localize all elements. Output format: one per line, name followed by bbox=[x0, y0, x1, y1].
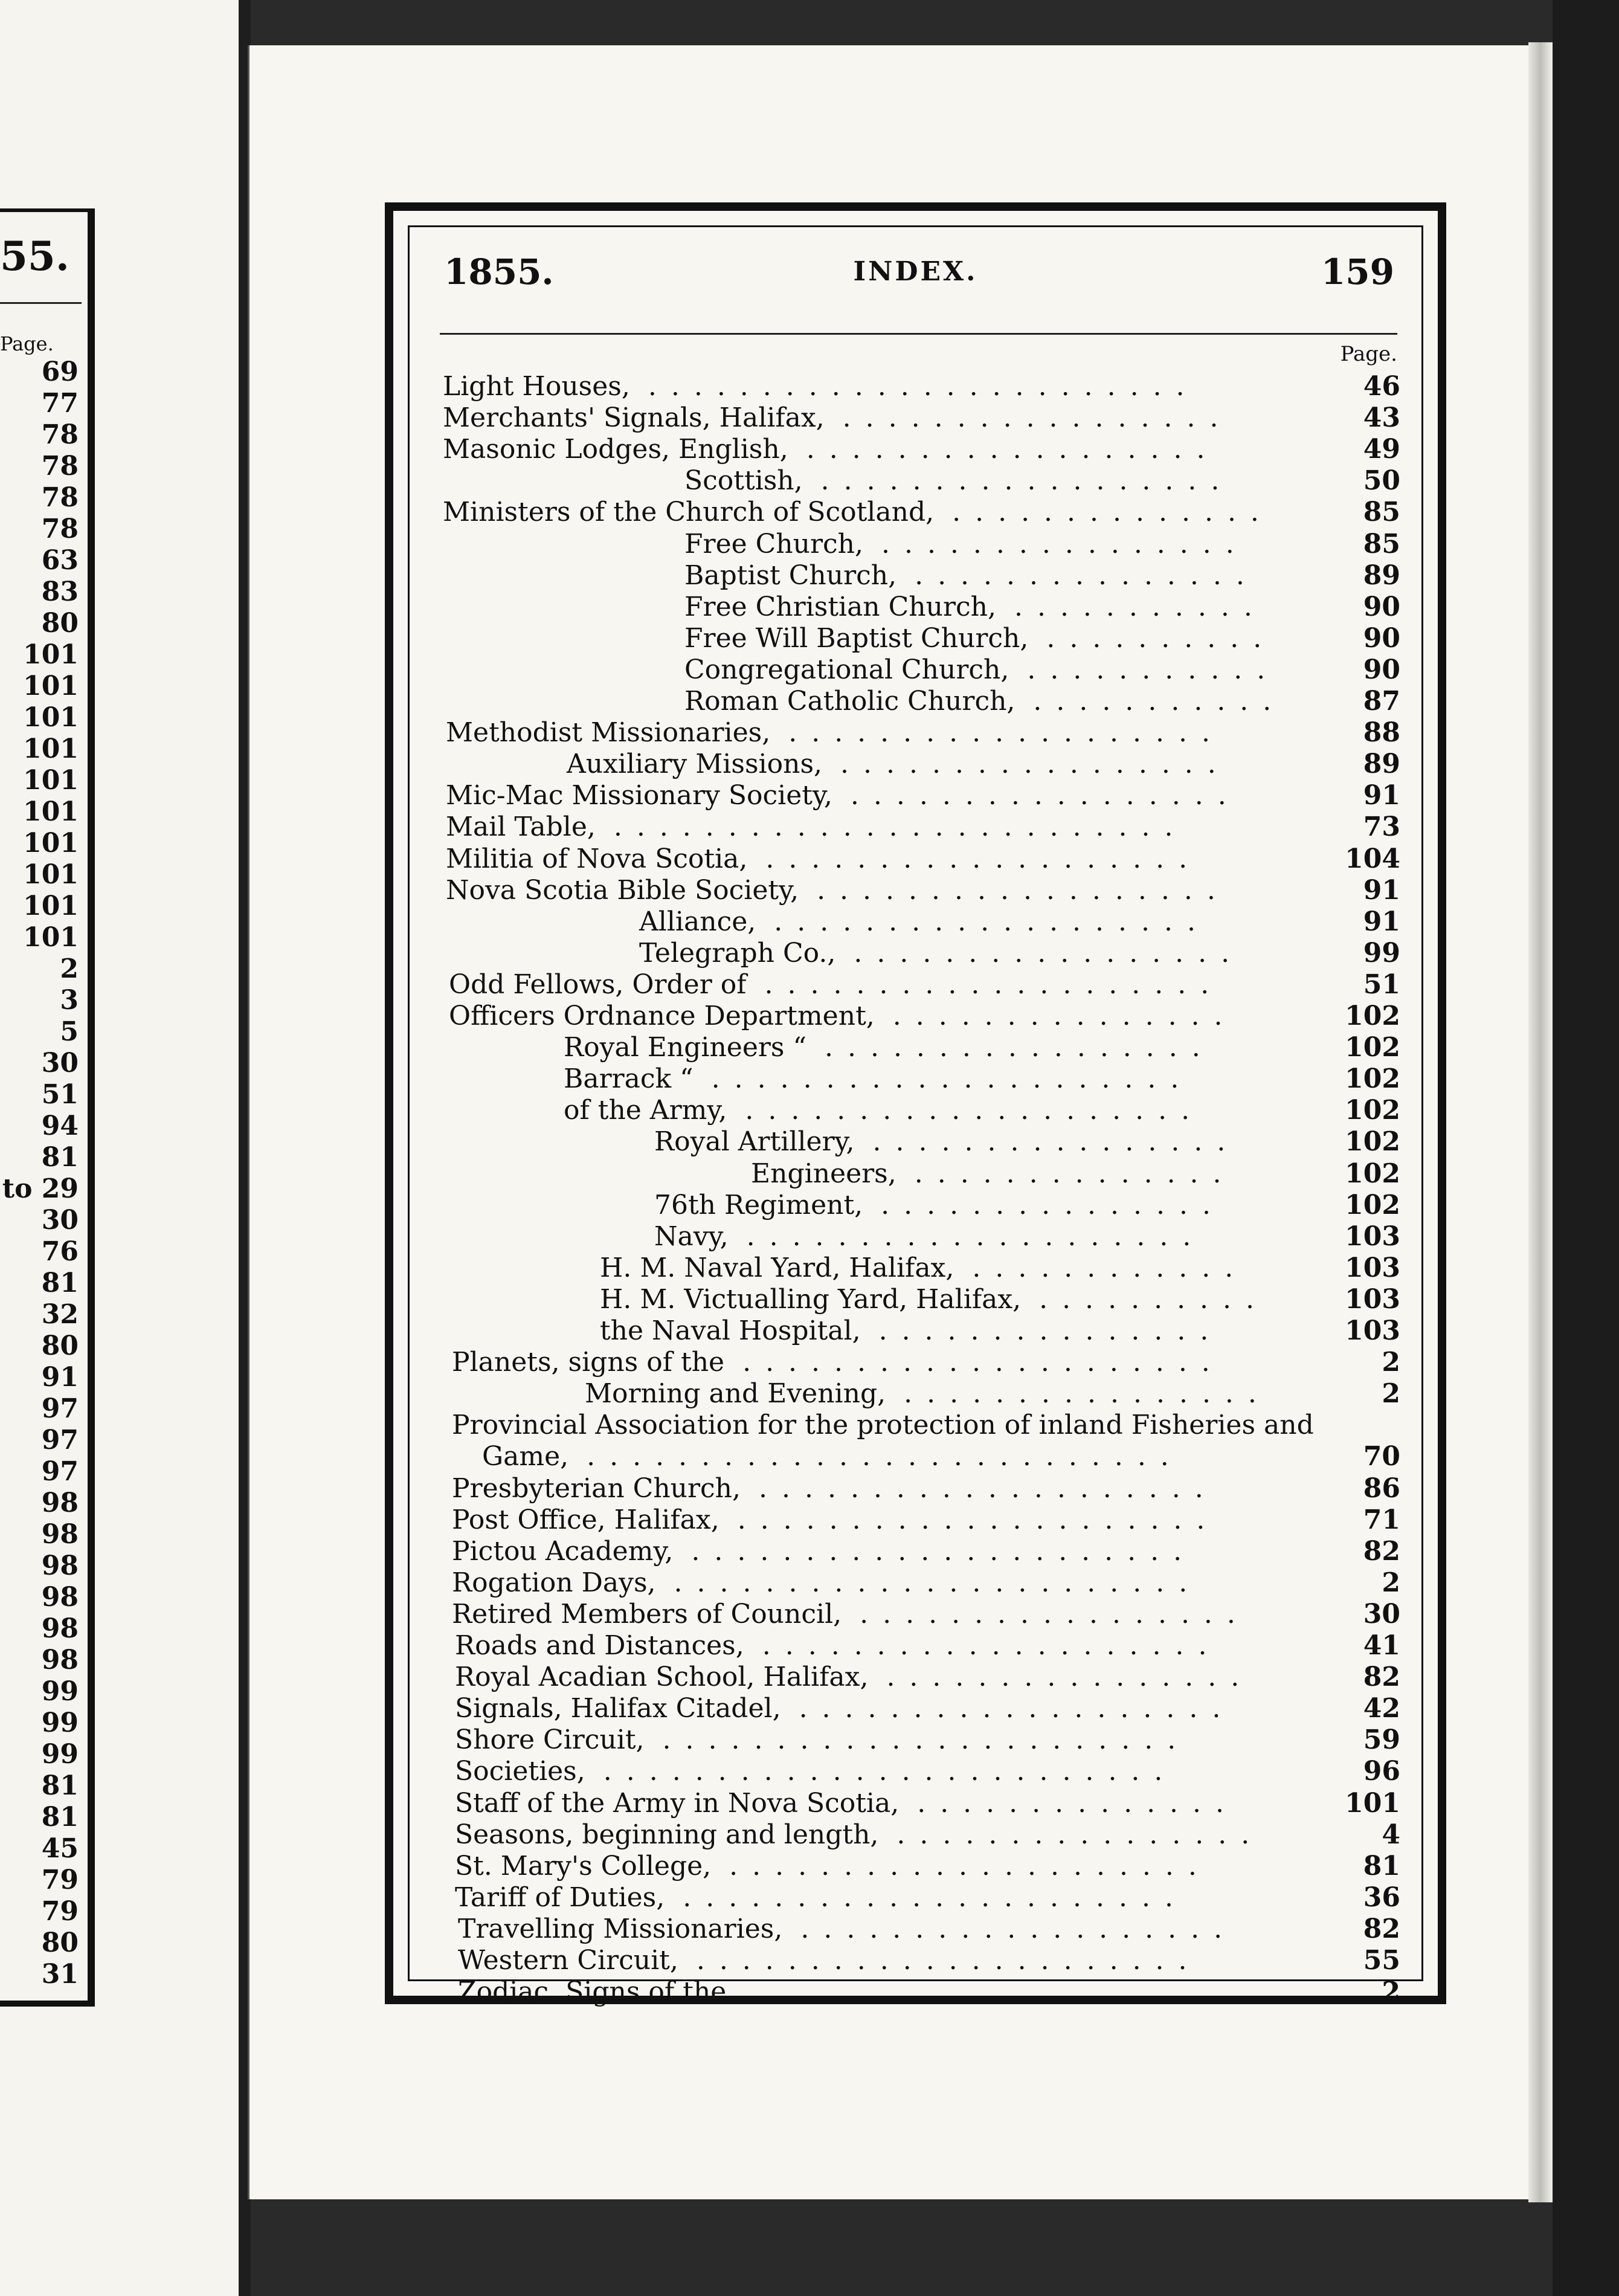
index-entry-page: 46 bbox=[1363, 371, 1400, 402]
index-entry bbox=[684, 686, 1400, 717]
left-page-number: 80 bbox=[41, 1927, 79, 1958]
index-entry-text: Rogation Days, bbox=[452, 1567, 656, 1598]
index-entry bbox=[443, 434, 1400, 465]
dot-leader: ................... bbox=[788, 717, 1225, 749]
index-entry-page: 70 bbox=[1363, 1441, 1400, 1472]
page-number: 159 bbox=[1321, 251, 1394, 292]
left-page-number: 97 bbox=[41, 1456, 79, 1487]
index-entry-text: Mic-Mac Missionary Society, bbox=[446, 780, 832, 811]
index-entry-page: 102 bbox=[1345, 1032, 1400, 1063]
index-entry-text: Scottish, bbox=[684, 465, 803, 497]
dot-leader: .................... bbox=[759, 1472, 1218, 1504]
index-entry-text: Methodist Missionaries, bbox=[446, 717, 771, 749]
dot-leader: .............. bbox=[914, 1158, 1236, 1189]
index-entry-page: 103 bbox=[1345, 1252, 1400, 1283]
index-entry-page: 85 bbox=[1363, 497, 1400, 528]
left-page-number: 2 bbox=[60, 953, 79, 984]
left-page-number: 98 bbox=[41, 1519, 79, 1550]
index-entry bbox=[446, 717, 1400, 749]
left-page-number: 79 bbox=[41, 1896, 79, 1927]
index-entry-page: 89 bbox=[1363, 559, 1400, 591]
dot-leader: .................... bbox=[745, 1095, 1205, 1126]
index-entry-page: 99 bbox=[1363, 937, 1400, 969]
dot-leader: ..................... bbox=[742, 1347, 1225, 1378]
dot-leader: ....................... bbox=[662, 1724, 1191, 1756]
index-entry-page: 90 bbox=[1363, 622, 1400, 654]
dot-leader: ................. bbox=[824, 1032, 1215, 1063]
index-entry-page: 41 bbox=[1363, 1630, 1400, 1661]
index-entry-text: Engineers, bbox=[751, 1158, 896, 1189]
index-entry bbox=[585, 1378, 1400, 1410]
index-entry-page: 102 bbox=[1345, 1158, 1400, 1189]
index-entry-text: Travelling Missionaries, bbox=[458, 1913, 783, 1944]
index-entry-text: Auxiliary Missions, bbox=[567, 749, 823, 780]
dot-leader: ............... bbox=[915, 559, 1259, 591]
left-page-number: 101 bbox=[23, 859, 79, 890]
page-title: INDEX. bbox=[853, 256, 978, 287]
left-page-number: 78 bbox=[41, 419, 79, 450]
index-entry bbox=[455, 1851, 1400, 1882]
index-entry bbox=[452, 1410, 1400, 1441]
index-entry bbox=[443, 402, 1400, 434]
index-entry-text: Officers Ordnance Department, bbox=[449, 1001, 875, 1031]
index-entry-text: Congregational Church, bbox=[684, 654, 1009, 685]
left-page-number: 78 bbox=[41, 451, 79, 482]
index-entry bbox=[600, 1315, 1400, 1347]
left-page-number: 81 bbox=[41, 1268, 79, 1298]
index-entry-text: Shore Circuit, bbox=[455, 1724, 645, 1756]
index-entry-text: Seasons, beginning and length, bbox=[455, 1819, 879, 1850]
left-page-number: 83 bbox=[41, 576, 79, 607]
index-entry bbox=[458, 1976, 1400, 2008]
index-entry-text: Telegraph Co., bbox=[639, 937, 836, 969]
index-entry bbox=[443, 497, 1400, 528]
left-page bbox=[0, 0, 242, 2296]
index-entry-page: 71 bbox=[1363, 1504, 1400, 1535]
dot-leader: ................. bbox=[860, 1598, 1250, 1630]
dot-leader: ................... bbox=[774, 906, 1210, 937]
index-entry bbox=[600, 1284, 1400, 1315]
dot-leader: ................ bbox=[896, 1819, 1264, 1850]
dot-leader: .............. bbox=[952, 497, 1273, 528]
index-entry-page: 4 bbox=[1382, 1819, 1400, 1850]
left-page-number: 101 bbox=[23, 828, 79, 859]
index-entry-page: 102 bbox=[1345, 1001, 1400, 1031]
dot-leader: ............... bbox=[881, 1189, 1225, 1221]
dot-leader: ................ bbox=[886, 1662, 1254, 1693]
dot-leader: ................. bbox=[854, 937, 1244, 969]
index-entry-text: Militia of Nova Scotia, bbox=[446, 843, 748, 874]
index-entry bbox=[639, 906, 1400, 938]
dot-leader: .................. bbox=[817, 874, 1230, 906]
dot-leader: ......................... bbox=[613, 811, 1188, 843]
dot-leader: ...................... bbox=[683, 1882, 1188, 1913]
index-entry-text: Alliance, bbox=[639, 906, 756, 937]
dot-leader: ........... bbox=[1027, 654, 1280, 685]
index-entry bbox=[684, 529, 1400, 560]
left-page-number: 80 bbox=[41, 608, 79, 639]
index-entry bbox=[564, 1095, 1400, 1126]
left-page-number: 31 bbox=[41, 1959, 79, 1990]
dot-leader: ................. bbox=[840, 749, 1231, 780]
left-page-number: 97 bbox=[41, 1393, 79, 1424]
index-entry-page: 90 bbox=[1363, 654, 1400, 685]
left-page-number: 51 bbox=[41, 1079, 79, 1110]
left-page-number: 98 bbox=[41, 1582, 79, 1613]
index-entry-text: of the Army, bbox=[564, 1095, 727, 1126]
index-entry bbox=[452, 1504, 1400, 1536]
index-entry bbox=[452, 1347, 1400, 1378]
index-entry-text: Morning and Evening, bbox=[585, 1378, 886, 1410]
index-entry-text: Odd Fellows, Order of bbox=[449, 969, 747, 1000]
index-frame-inner bbox=[408, 225, 1423, 2008]
left-page-header-rule bbox=[0, 302, 82, 304]
index-entry bbox=[455, 1693, 1400, 1724]
left-page-number: 77 bbox=[41, 388, 79, 419]
index-entry-text: Baptist Church, bbox=[684, 559, 897, 591]
index-entry-page: 82 bbox=[1363, 1913, 1400, 1944]
left-page-number: 101 bbox=[23, 922, 79, 953]
dot-leader: .................... bbox=[746, 1221, 1206, 1252]
index-entry-page: 88 bbox=[1363, 717, 1400, 749]
page-column-label: Page. bbox=[1340, 342, 1397, 366]
left-page-number: 101 bbox=[23, 702, 79, 733]
index-entry bbox=[455, 1882, 1400, 1914]
index-entry-page: 49 bbox=[1363, 434, 1400, 465]
left-page-number: 63 bbox=[41, 545, 79, 576]
index-entry-text: Mail Table, bbox=[446, 811, 596, 843]
left-page-number: 30 bbox=[41, 1205, 79, 1236]
index-entry-page: 86 bbox=[1363, 1472, 1400, 1504]
index-entry-page: 2 bbox=[1382, 1976, 1400, 2008]
index-entry-page: 90 bbox=[1363, 591, 1400, 622]
index-entry bbox=[482, 1441, 1400, 1472]
index-entry-text: Merchants' Signals, Halifax, bbox=[443, 402, 825, 434]
index-entry bbox=[654, 1126, 1400, 1158]
dot-leader: ..................... bbox=[711, 1063, 1194, 1095]
left-page-number: to 29 bbox=[2, 1173, 79, 1204]
index-entry bbox=[564, 1063, 1400, 1095]
left-page-number: 99 bbox=[41, 1739, 79, 1770]
index-entry-text: Light Houses, bbox=[443, 371, 630, 402]
left-page-number: 80 bbox=[41, 1330, 79, 1361]
running-head-year: 1855. bbox=[444, 251, 554, 292]
index-entry-text: Free Christian Church, bbox=[684, 591, 996, 622]
dot-leader: ................ bbox=[881, 528, 1249, 559]
index-entry-text: Pictou Academy, bbox=[452, 1535, 674, 1567]
dot-leader: ......................... bbox=[603, 1756, 1177, 1787]
index-entry bbox=[446, 811, 1400, 843]
index-entry-page: 51 bbox=[1363, 969, 1400, 1000]
index-entry-page: 87 bbox=[1363, 686, 1400, 717]
dot-leader: ..................... bbox=[729, 1850, 1211, 1882]
index-entry-page: 36 bbox=[1363, 1882, 1400, 1913]
left-page-number: 97 bbox=[41, 1425, 79, 1456]
dot-leader: ........... bbox=[1033, 686, 1286, 717]
index-entry-page: 59 bbox=[1363, 1724, 1400, 1756]
index-entry-page: 96 bbox=[1363, 1756, 1400, 1787]
index-entry bbox=[684, 654, 1400, 686]
dot-leader: ........... bbox=[1014, 591, 1267, 622]
index-entry-page: 91 bbox=[1363, 874, 1400, 906]
left-page-number: 81 bbox=[41, 1802, 79, 1833]
index-entry bbox=[449, 1001, 1400, 1032]
index-entry-text: Royal Engineers “ bbox=[564, 1032, 806, 1063]
dot-leader: .............. bbox=[917, 1787, 1239, 1819]
dot-leader: .......... bbox=[1039, 1283, 1269, 1315]
index-entry-text: Masonic Lodges, English, bbox=[443, 434, 788, 465]
index-entry-page: 81 bbox=[1363, 1850, 1400, 1882]
index-entry-page: 104 bbox=[1345, 843, 1400, 874]
index-entry bbox=[684, 465, 1400, 497]
dot-leader: .................... bbox=[764, 969, 1224, 1000]
dot-leader: .......................... bbox=[587, 1441, 1183, 1472]
index-entry-page: 55 bbox=[1363, 1945, 1400, 1976]
index-entry-text: Game, bbox=[482, 1441, 569, 1472]
dot-leader: ................ bbox=[872, 1126, 1240, 1158]
index-entry-text: Zodiac, Signs of the bbox=[458, 1976, 727, 2008]
left-page-number: 78 bbox=[41, 514, 79, 544]
dot-leader: ............... bbox=[878, 1315, 1223, 1346]
left-page-number: 79 bbox=[41, 1865, 79, 1895]
index-entry bbox=[455, 1819, 1400, 1851]
index-entry-text: Planets, signs of the bbox=[452, 1347, 725, 1378]
index-entry-page: 30 bbox=[1363, 1598, 1400, 1630]
page-edge bbox=[1528, 42, 1553, 2202]
dot-leader: ................... bbox=[765, 843, 1202, 874]
dot-leader: ...................... bbox=[691, 1535, 1197, 1567]
index-entry-page: 85 bbox=[1363, 528, 1400, 559]
index-entry bbox=[455, 1788, 1400, 1819]
index-entry bbox=[452, 1473, 1400, 1504]
index-entry-text: Roads and Distances, bbox=[455, 1630, 744, 1661]
left-page-number: 5 bbox=[60, 1016, 79, 1047]
index-entry bbox=[452, 1599, 1400, 1630]
left-page-number: 101 bbox=[23, 671, 79, 701]
index-entry-text: 76th Regiment, bbox=[654, 1189, 863, 1221]
index-entry-text: Roman Catholic Church, bbox=[684, 686, 1015, 717]
left-page-number: 45 bbox=[41, 1833, 79, 1864]
index-entry-text: Presbyterian Church, bbox=[452, 1472, 741, 1504]
index-entry bbox=[443, 371, 1400, 402]
left-page-number: 78 bbox=[41, 482, 79, 513]
index-entry-text: H. M. Victualling Yard, Halifax, bbox=[600, 1283, 1022, 1315]
index-entry bbox=[455, 1630, 1400, 1662]
index-entry-page: 91 bbox=[1363, 906, 1400, 937]
left-page-number: 81 bbox=[41, 1142, 79, 1173]
left-page-number: 32 bbox=[41, 1299, 79, 1330]
index-entry-page: 82 bbox=[1363, 1662, 1400, 1693]
index-entry-page: 89 bbox=[1363, 749, 1400, 780]
dot-leader: ........................ bbox=[648, 371, 1199, 402]
left-page-number: 101 bbox=[23, 891, 79, 921]
index-entry-page: 50 bbox=[1363, 465, 1400, 497]
dot-leader: ....................... bbox=[674, 1567, 1202, 1598]
index-entry-page: 73 bbox=[1363, 811, 1400, 843]
index-entry-text: the Naval Hospital, bbox=[600, 1315, 861, 1346]
index-entry-page: 2 bbox=[1382, 1567, 1400, 1598]
left-page-number: 101 bbox=[23, 765, 79, 796]
dot-leader: ................... bbox=[800, 1913, 1237, 1944]
dot-leader: ..................... bbox=[737, 1504, 1220, 1535]
index-frame bbox=[385, 202, 1446, 2008]
left-page-number: 101 bbox=[23, 639, 79, 670]
index-entry-page: 103 bbox=[1345, 1221, 1400, 1252]
index-entry-text: St. Mary's College, bbox=[455, 1850, 712, 1882]
dot-leader: .................. bbox=[820, 465, 1234, 497]
index-entry bbox=[751, 1158, 1400, 1190]
index-entry-page: 102 bbox=[1345, 1063, 1400, 1095]
left-page-number: 98 bbox=[41, 1550, 79, 1581]
index-entry bbox=[452, 1536, 1400, 1567]
index-entries bbox=[410, 227, 1421, 2008]
index-entry-text: H. M. Naval Yard, Halifax, bbox=[600, 1252, 954, 1283]
left-page-number: 69 bbox=[41, 356, 79, 387]
index-entry bbox=[446, 875, 1400, 906]
left-page-number: 3 bbox=[60, 985, 79, 1016]
index-entry-page: 102 bbox=[1345, 1189, 1400, 1221]
index-entry bbox=[684, 623, 1400, 654]
index-entry bbox=[458, 1945, 1400, 1976]
index-entry-text: Signals, Halifax Citadel, bbox=[455, 1693, 781, 1724]
dot-leader: ..................... bbox=[744, 1976, 1226, 2008]
left-page-number: 101 bbox=[23, 734, 79, 764]
left-page-year: 55. bbox=[0, 233, 69, 280]
index-entry bbox=[564, 1032, 1400, 1063]
index-entry-text: Royal Artillery, bbox=[654, 1126, 855, 1158]
dot-leader: ............ bbox=[972, 1252, 1248, 1283]
index-entry-text: Barrack “ bbox=[564, 1063, 694, 1095]
dot-leader: ................... bbox=[799, 1693, 1235, 1724]
left-page-number: 94 bbox=[41, 1111, 79, 1141]
index-entry bbox=[458, 1914, 1400, 1945]
index-entry bbox=[567, 749, 1400, 780]
index-entry bbox=[455, 1724, 1400, 1756]
index-entry-page: 101 bbox=[1345, 1787, 1400, 1819]
dot-leader: ...................... bbox=[696, 1945, 1202, 1976]
dot-leader: ............... bbox=[892, 1001, 1237, 1031]
dot-leader: ................. bbox=[850, 780, 1241, 811]
index-entry-page: 42 bbox=[1363, 1693, 1400, 1724]
index-entry bbox=[639, 938, 1400, 969]
left-page-number: 98 bbox=[41, 1613, 79, 1644]
scan-background-right bbox=[1553, 0, 1619, 2296]
index-entry-page: 103 bbox=[1345, 1315, 1400, 1346]
left-page-number: 30 bbox=[41, 1048, 79, 1079]
index-entry-page: 103 bbox=[1345, 1283, 1400, 1315]
left-page-number: 99 bbox=[41, 1707, 79, 1738]
index-entry bbox=[452, 1567, 1400, 1599]
left-page-number: 98 bbox=[41, 1645, 79, 1675]
left-page-number: 76 bbox=[41, 1236, 79, 1267]
index-entry-text: Staff of the Army in Nova Scotia, bbox=[455, 1787, 900, 1819]
index-entry-text: Ministers of the Church of Scotland, bbox=[443, 497, 935, 528]
left-page-number-column bbox=[0, 356, 79, 1990]
left-page-number: 99 bbox=[41, 1676, 79, 1707]
index-entry bbox=[600, 1253, 1400, 1284]
index-entry bbox=[449, 969, 1400, 1001]
index-entry-text: Free Church, bbox=[684, 528, 863, 559]
index-entry-page: 91 bbox=[1363, 780, 1400, 811]
dot-leader: .......... bbox=[1046, 622, 1276, 654]
left-page-column-label: Page. bbox=[0, 332, 54, 355]
index-entry-text: Navy, bbox=[654, 1221, 729, 1252]
left-page-number: 98 bbox=[41, 1488, 79, 1518]
index-entry-page: 82 bbox=[1363, 1535, 1400, 1567]
left-page-number: 101 bbox=[23, 796, 79, 827]
index-entry bbox=[684, 560, 1400, 592]
dot-leader: ................ bbox=[904, 1378, 1271, 1410]
index-entry-text: Royal Acadian School, Halifax, bbox=[455, 1662, 869, 1693]
index-entry-text: Western Circuit, bbox=[458, 1945, 678, 1976]
index-entry-page: 2 bbox=[1382, 1378, 1400, 1410]
index-entry bbox=[446, 843, 1400, 875]
index-entry bbox=[455, 1756, 1400, 1787]
index-entry-page: 2 bbox=[1382, 1347, 1400, 1378]
index-entry bbox=[455, 1662, 1400, 1693]
index-entry-text: Societies, bbox=[455, 1756, 585, 1787]
index-entry-text: Post Office, Halifax, bbox=[452, 1504, 719, 1535]
index-entry bbox=[654, 1221, 1400, 1253]
left-page-number: 91 bbox=[41, 1362, 79, 1393]
dot-leader: ................. bbox=[842, 402, 1233, 434]
dot-leader: .................... bbox=[762, 1630, 1221, 1661]
index-entry-text: Provincial Association for the protection of inland Fisheries and bbox=[452, 1410, 1314, 1441]
index-entry-text: Free Will Baptist Church, bbox=[684, 622, 1029, 654]
index-entry-page: 102 bbox=[1345, 1126, 1400, 1158]
index-entry bbox=[654, 1190, 1400, 1221]
index-entry bbox=[684, 592, 1400, 623]
index-entry-text: Nova Scotia Bible Society, bbox=[446, 874, 799, 906]
dot-leader: .................. bbox=[806, 434, 1220, 465]
index-entry-text: Tariff of Duties, bbox=[455, 1882, 665, 1913]
index-entry-page: 102 bbox=[1345, 1095, 1400, 1126]
left-page-number: 81 bbox=[41, 1770, 79, 1801]
index-entry bbox=[446, 780, 1400, 811]
index-entry-page: 43 bbox=[1363, 402, 1400, 434]
index-entry-text: Retired Members of Council, bbox=[452, 1598, 842, 1630]
